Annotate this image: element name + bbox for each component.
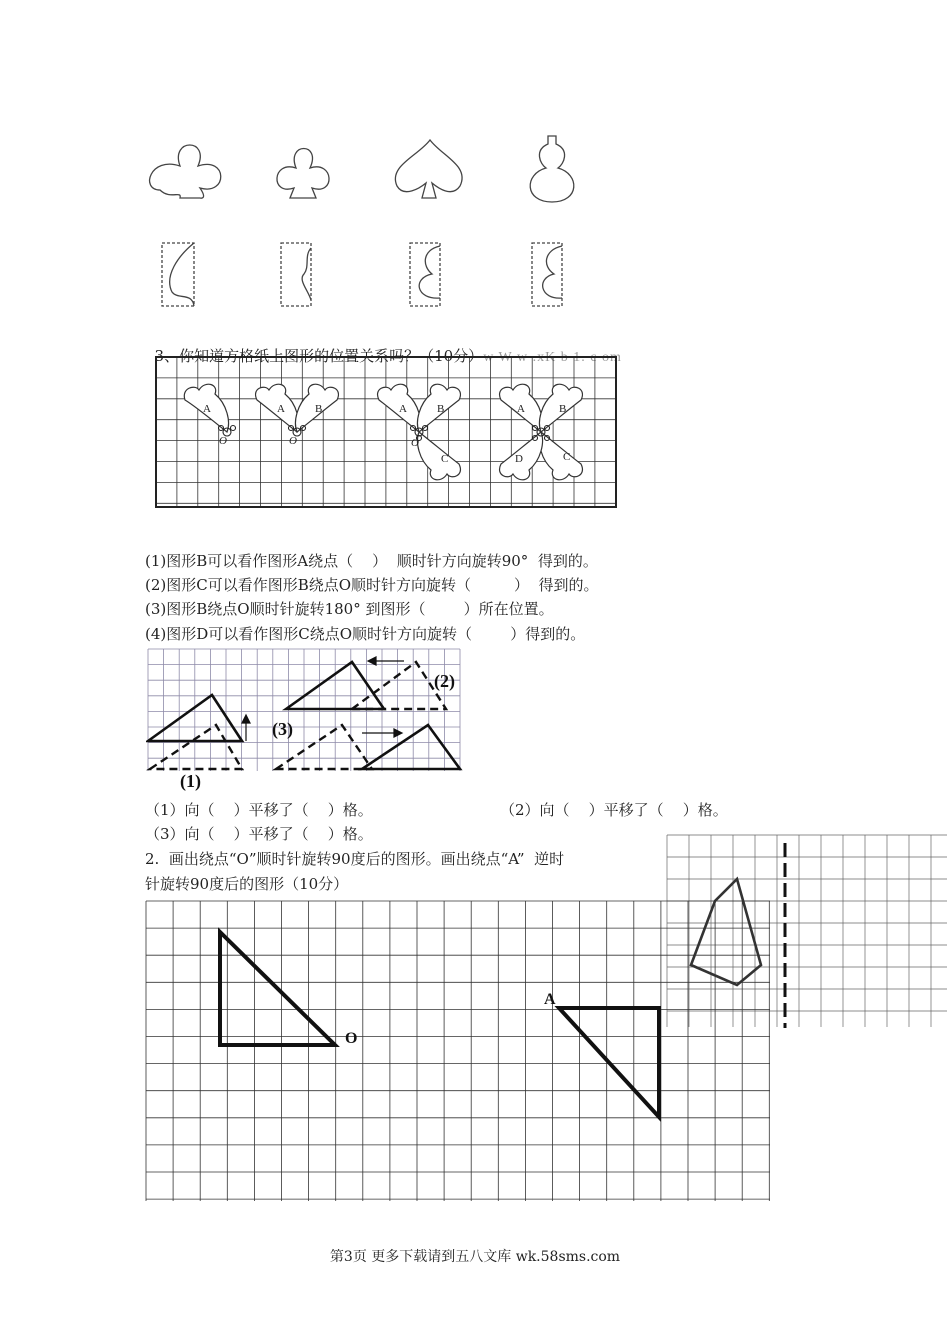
label-o: O (289, 435, 297, 447)
half-shape-1 (162, 243, 194, 306)
label-o: O (219, 435, 227, 447)
label-b: B (315, 403, 323, 415)
clover-shape (150, 145, 221, 198)
half-shape-2 (281, 243, 311, 306)
label-3: (3) (272, 719, 293, 739)
label-o: O (411, 437, 419, 449)
translation-q3: （3）向（ ）平移了（ ）格。 (145, 825, 373, 843)
label-a: A (277, 403, 285, 415)
triangle-o (220, 932, 335, 1045)
half-shape-4 (532, 243, 562, 306)
section2-line1: 2. 画出绕点“O”顺时针旋转90度后的图形。画出绕点“A” 逆时 (145, 850, 565, 868)
translation-grid (146, 647, 464, 792)
petal-rotation-grid (155, 356, 617, 508)
arrow-up-icon (242, 715, 250, 723)
symmetry-shapes-figure (140, 128, 600, 313)
question-4: (4)图形D可以看作图形C绕点O顺时针方向旋转（ ）得到的。 (145, 625, 586, 643)
section3-title: 3、你知道方格纸上图形的位置关系吗？（10分）w W w .xK b 1. c om (154, 347, 622, 365)
club-shape (277, 149, 329, 199)
label-a: A (517, 403, 525, 415)
point-o-label: O (345, 1030, 358, 1047)
triangle-a (559, 1008, 659, 1117)
translation-q2: （2）向（ ）平移了（ ）格。 (500, 801, 728, 819)
label-a: A (203, 403, 211, 415)
question-2: (2)图形C可以看作图形B绕点O顺时针方向旋转（ ） 得到的。 (145, 576, 599, 594)
gourd-shape (530, 136, 574, 202)
point-a-label: A (544, 991, 556, 1008)
watermark: w W w .xK b 1. c om (483, 350, 622, 365)
label-b: B (437, 403, 445, 415)
petal-c-fig4 (540, 432, 583, 480)
label-d: D (515, 453, 523, 465)
arrow-left-icon (368, 657, 376, 665)
section2-line2: 针旋转90度后的图形（10分） (145, 875, 349, 893)
petal-c-fig3 (418, 432, 461, 480)
label-1: (1) (180, 771, 201, 791)
translation-q1: （1）向（ ）平移了（ ）格。 (145, 801, 373, 819)
question-1: (1)图形B可以看作图形A绕点（ ） 顺时针方向旋转90° 得到的。 (145, 552, 598, 570)
triangle-3-solid (362, 725, 460, 769)
label-a: A (399, 403, 407, 415)
question-3: (3)图形B绕点O顺时针旋转180° 到图形（ ）所在位置。 (145, 600, 554, 618)
label-c: C (441, 453, 449, 465)
label-2: (2) (434, 671, 455, 691)
page-footer: 第3页 更多下载请到五八文库 wk.58sms.com (329, 1249, 621, 1265)
rotation-drawing-grid (145, 900, 771, 1208)
label-c: C (563, 451, 571, 463)
label-b: B (559, 403, 567, 415)
half-shape-3 (410, 243, 440, 306)
spade-shape (395, 140, 462, 198)
